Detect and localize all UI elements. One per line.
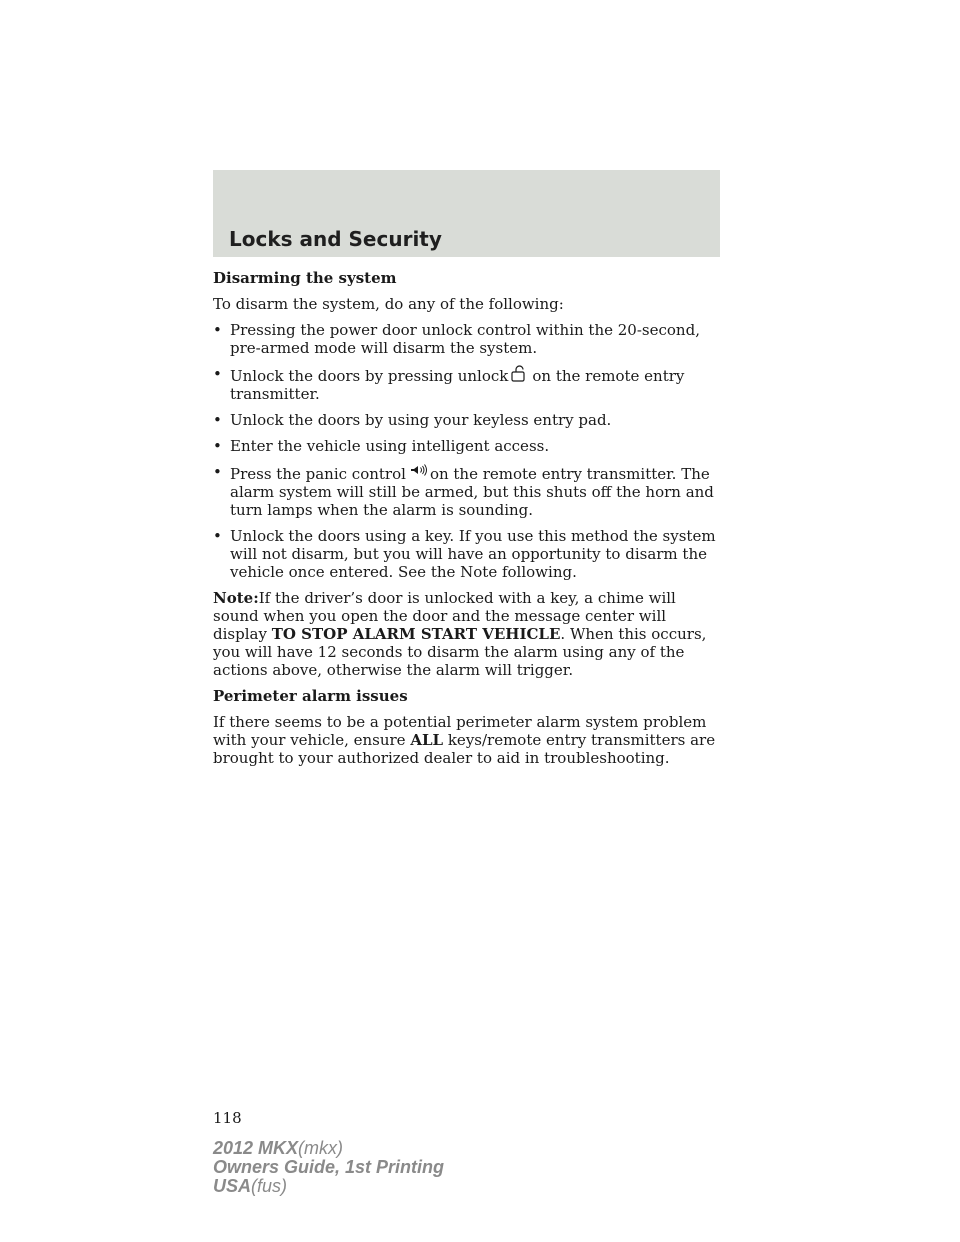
perimeter-paragraph <box>213 713 723 767</box>
list-item-text-after: on the remote entry transmitter. The alarm system will still be armed, but this shuts off the horn and turn lamps when the alarm is sounding. <box>230 465 714 519</box>
section-header-band <box>213 170 720 257</box>
disarming-methods-list <box>213 321 723 581</box>
note-text-continued: . When this occurs, you will have 12 seconds to disarm the alarm using any of the actions above, otherwise the alarm will trigger. <box>213 625 707 679</box>
page-number: 118 <box>213 1109 242 1127</box>
list-item-text-before: Press the panic control <box>230 465 406 483</box>
list-item <box>213 437 723 455</box>
list-item-text-after: on the remote entry transmitter. <box>230 367 685 403</box>
bullet-dot: • <box>213 437 222 455</box>
note-text: If the driver’s door is unlocked with a key, a chime will sound when you open the door and the message center will display <box>213 589 676 643</box>
bullet-dot: • <box>213 321 222 339</box>
note-paragraph <box>213 589 723 679</box>
message-center-display-text: TO STOP ALARM START VEHICLE <box>271 625 561 643</box>
disarming-intro: To disarm the system, do any of the following: <box>213 295 564 313</box>
list-item <box>213 321 723 357</box>
list-item <box>213 463 723 519</box>
disarming-heading: Disarming the system <box>213 269 397 287</box>
footer <box>213 1139 444 1196</box>
panic-icon <box>408 463 428 480</box>
bullet-dot: • <box>213 463 222 481</box>
footer-region-code: (fus) <box>251 1176 288 1196</box>
section-title: Locks and Security <box>229 227 442 251</box>
footer-model: 2012 MKX <box>213 1138 299 1158</box>
list-item <box>213 365 723 403</box>
footer-model-code: (mkx) <box>298 1138 344 1158</box>
note-label: Note: <box>213 589 259 607</box>
list-item-text: Pressing the power door unlock control within the 20-second, pre-armed mode will disarm the system. <box>230 321 700 357</box>
bullet-dot: • <box>213 527 222 545</box>
footer-line-model <box>213 1139 444 1158</box>
list-item <box>213 527 723 581</box>
list-item-text-before: Unlock the doors by pressing unlock <box>230 367 509 385</box>
perimeter-heading: Perimeter alarm issues <box>213 687 408 705</box>
footer-line-region <box>213 1177 444 1196</box>
perimeter-text-continued: keys/remote entry transmitters are brought to your authorized dealer to aid in troubleshooting. <box>213 731 716 767</box>
page-content <box>213 269 723 775</box>
list-item-text: Enter the vehicle using intelligent access. <box>230 437 550 455</box>
bullet-dot: • <box>213 411 222 429</box>
perimeter-emphasis: ALL <box>410 731 444 749</box>
list-item <box>213 411 723 429</box>
unlock-icon <box>510 365 530 382</box>
footer-guide: Owners Guide, 1st Printing <box>213 1157 445 1177</box>
bullet-dot: • <box>213 365 222 383</box>
list-item-text: Unlock the doors by using your keyless entry pad. <box>230 411 612 429</box>
list-item-text: Unlock the doors using a key. If you use this method the system will not disarm, but you will have an opportunity to disarm the vehicle once entered. See the Note following. <box>230 527 716 581</box>
footer-region: USA <box>213 1176 252 1196</box>
perimeter-text: If there seems to be a potential perimeter alarm system problem with your vehicle, ensure <box>213 713 707 749</box>
